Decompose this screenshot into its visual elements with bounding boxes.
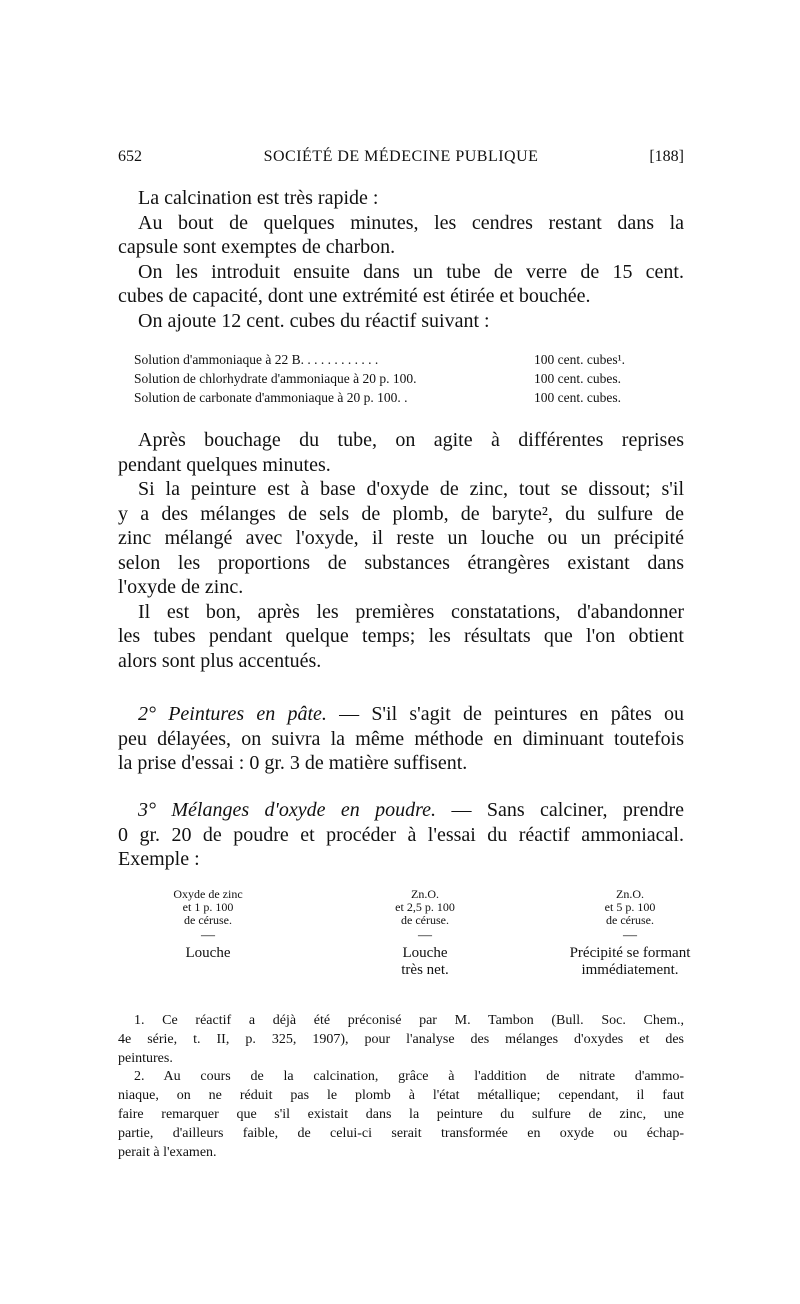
example-dash: — bbox=[418, 928, 432, 943]
reagent-quantity: 100 cent. cubes¹. bbox=[534, 352, 626, 367]
section-2 bbox=[118, 702, 684, 776]
text-line: — Sans calciner, prendre bbox=[436, 799, 684, 821]
example-column bbox=[360, 888, 490, 979]
text-line: La calcination est très rapide : bbox=[138, 187, 379, 209]
example-dash: — bbox=[623, 928, 637, 943]
example-result: Précipité se formant bbox=[569, 945, 691, 961]
text-line: Au bout de quelques minutes, les cendres restant dans la bbox=[138, 211, 684, 234]
text-line: Exemple : bbox=[118, 848, 200, 870]
section-3-heading: 3° Mélanges d'oxyde en poudre. bbox=[138, 799, 437, 821]
reagent-row bbox=[134, 350, 684, 369]
section-3-first-line bbox=[118, 798, 684, 823]
running-header bbox=[118, 148, 684, 174]
example-label: Oxyde de zinc bbox=[173, 887, 243, 901]
example-label: de céruse. bbox=[184, 913, 232, 927]
footnote-line: niaque, on ne réduit pas le plomb à l'état métallique; cependant, il faut bbox=[118, 1088, 684, 1104]
footnote-line: 2. Au cours de la calcination, grâce à l'addition de nitrate d'ammo- bbox=[134, 1069, 684, 1085]
text-line: — S'il s'agit de peintures en pâtes ou bbox=[326, 703, 684, 725]
example-label: et 5 p. 100 bbox=[604, 900, 656, 914]
example-result: Louche bbox=[185, 945, 231, 961]
page-reference: [188] bbox=[649, 148, 684, 165]
example-table bbox=[120, 887, 691, 988]
reagent-name: Solution d'ammoniaque à 22 B. . . . . . . . . . . . bbox=[134, 352, 379, 367]
footnote-line: 4e série, t. II, p. 325, 1907), pour l'analyse des mélanges d'oxydes et des bbox=[118, 1031, 684, 1047]
reagent-name: Solution de carbonate d'ammoniaque à 20 p. 100. . bbox=[134, 390, 408, 405]
reagent-quantity: 100 cent. cubes. bbox=[534, 390, 621, 405]
example-label: de céruse. bbox=[401, 913, 449, 927]
footnotes bbox=[118, 1012, 684, 1162]
example-result: Louche bbox=[402, 945, 448, 961]
footnote-line: faire remarquer que s'il existait dans la peinture du sulfure de zinc, une bbox=[118, 1106, 684, 1122]
text-line: les tubes pendant quelque temps; les résultats que l'on obtient bbox=[118, 625, 684, 647]
text-line: y a des mélanges de sels de plomb, de baryte², du sulfure de bbox=[118, 502, 684, 525]
example-column bbox=[148, 888, 268, 962]
example-label: Zn.O. bbox=[411, 887, 439, 901]
reagent-name: Solution de chlorhydrate d'ammoniaque à 20 p. 100. bbox=[134, 371, 417, 386]
text-line: l'oxyde de zinc. bbox=[118, 576, 244, 598]
footnote-line: peintures. bbox=[118, 1050, 173, 1066]
example-column bbox=[515, 888, 745, 979]
footnote-line: 1. Ce réactif a déjà été préconisé par M. Tambon (Bull. Soc. Chem., bbox=[134, 1013, 684, 1028]
example-label: et 2,5 p. 100 bbox=[395, 900, 455, 914]
text-line: Il est bon, après les premières constatations, d'abandonner bbox=[138, 600, 684, 623]
text-line: selon les proportions de substances étrangères existant dans bbox=[118, 551, 684, 574]
text-line: pendant quelques minutes. bbox=[118, 453, 331, 476]
text-line: Si la peinture est à base d'oxyde de zinc, tout se dissout; s'il bbox=[138, 478, 684, 500]
section-2-first-line bbox=[118, 702, 684, 727]
running-title: SOCIÉTÉ DE MÉDECINE PUBLIQUE bbox=[263, 148, 539, 165]
text-line: 0 gr. 20 de poudre et procéder à l'essai du réactif ammoniacal. bbox=[118, 823, 684, 846]
example-dash: — bbox=[201, 928, 215, 943]
example-label: Zn.O. bbox=[616, 887, 644, 901]
text-line: capsule sont exemptes de charbon. bbox=[118, 236, 396, 258]
text-line: On ajoute 12 cent. cubes du réactif suivant : bbox=[138, 309, 490, 332]
reagent-table bbox=[134, 350, 684, 407]
text-line: peu délayées, on suivra la même méthode en diminuant toutefois bbox=[118, 727, 684, 750]
text-line: la prise d'essai : 0 gr. 3 de matière suffisent. bbox=[118, 752, 468, 774]
body-paragraphs bbox=[118, 428, 684, 673]
text-line: On les introduit ensuite dans un tube de verre de 15 cent. bbox=[138, 260, 684, 283]
reagent-row bbox=[134, 369, 684, 388]
example-result: immédiatement. bbox=[581, 962, 679, 978]
intro-paragraphs bbox=[118, 186, 684, 333]
example-label: de céruse. bbox=[606, 913, 654, 927]
section-3 bbox=[118, 798, 684, 872]
text-line: cubes de capacité, dont une extrémité est étirée et bouchée. bbox=[118, 285, 591, 307]
reagent-row bbox=[134, 388, 684, 407]
example-result: très net. bbox=[401, 962, 449, 978]
text-line: zinc mélangé avec l'oxyde, il reste un louche ou un précipité bbox=[118, 527, 684, 549]
text-line: alors sont plus accentués. bbox=[118, 649, 322, 672]
page-number: 652 bbox=[118, 148, 142, 165]
example-label: et 1 p. 100 bbox=[182, 900, 234, 914]
footnote-line: partie, d'ailleurs faible, de celui-ci serait transformée en oxyde ou échap- bbox=[118, 1125, 684, 1141]
reagent-quantity: 100 cent. cubes. bbox=[534, 371, 621, 386]
section-2-heading: 2° Peintures en pâte. bbox=[138, 703, 327, 725]
text-line: Après bouchage du tube, on agite à différentes reprises bbox=[138, 429, 684, 451]
footnote-line: perait à l'examen. bbox=[118, 1144, 217, 1160]
